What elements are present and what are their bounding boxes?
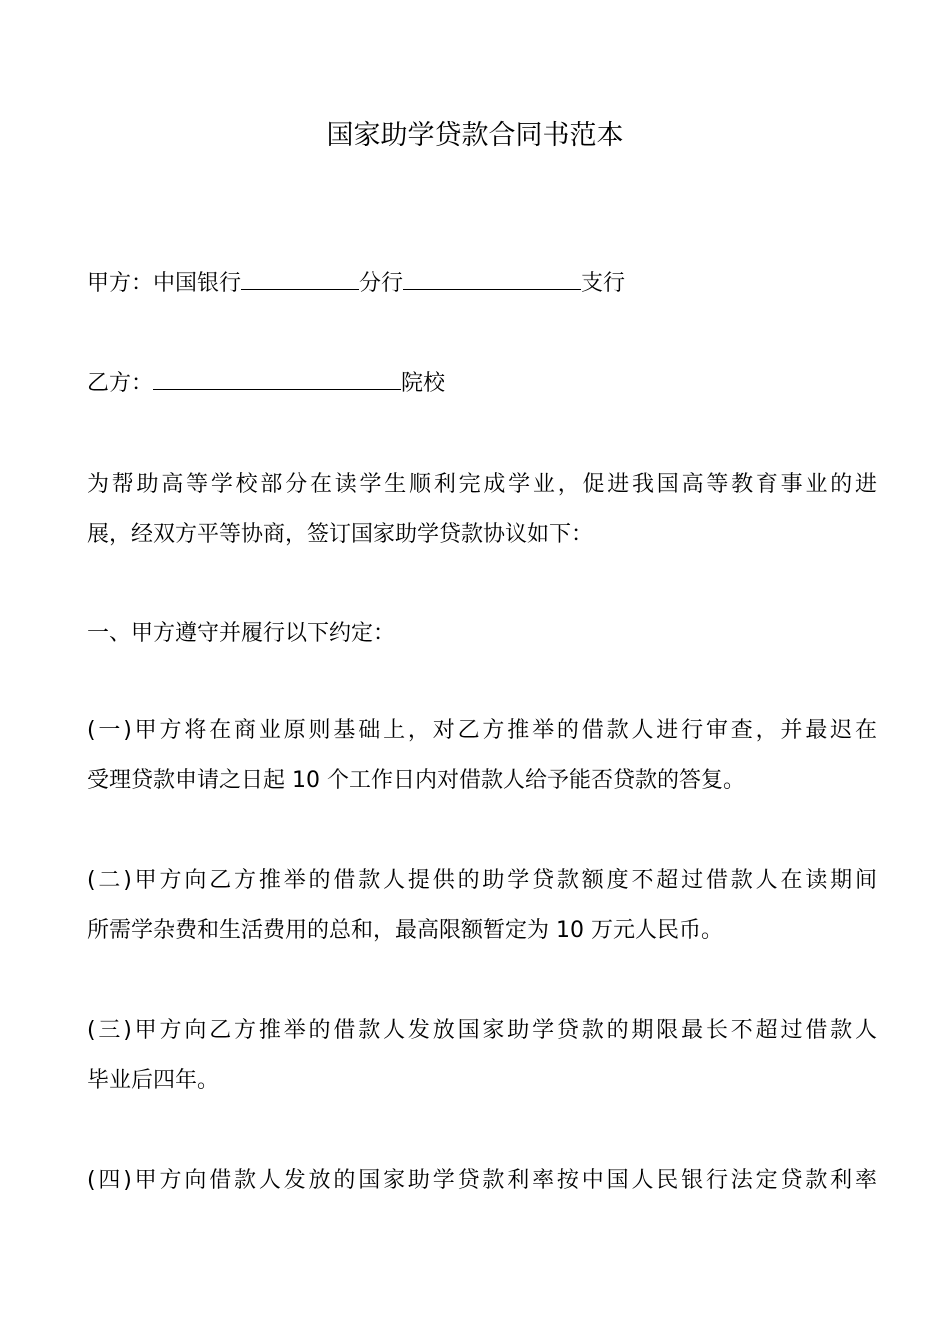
clause-line: 毕业后四年。 — [87, 1068, 220, 1093]
preamble-paragraph — [87, 460, 877, 560]
clause-one — [87, 706, 877, 806]
party-a-suffix: 支行 — [581, 271, 626, 296]
party-b-line — [87, 364, 877, 404]
clause-line: (四)甲方向借款人发放的国家助学贷款利率按中国人民银行法定贷款利率 — [87, 1168, 877, 1193]
clause-line: 所需学杂费和生活费用的总和，最高限额暂定为 10 万元人民币。 — [87, 918, 723, 943]
clause-three — [87, 1006, 877, 1106]
clause-line: (三)甲方向乙方推举的借款人发放国家助学贷款的期限最长不超过借款人 — [87, 1018, 877, 1043]
party-a-prefix: 甲方：中国银行 — [87, 271, 242, 296]
sub-branch-blank — [403, 267, 581, 290]
clause-line: 受理贷款申请之日起 10 个工作日内对借款人给予能否贷款的答复。 — [87, 768, 745, 793]
preamble-line: 为帮助高等学校部分在读学生顺利完成学业，促进我国高等教育事业的进 — [87, 472, 877, 497]
party-a-line — [87, 264, 877, 304]
party-a-middle: 分行 — [359, 271, 404, 296]
school-blank — [153, 367, 401, 390]
document-title: 国家助学贷款合同书范本 — [326, 120, 624, 151]
preamble-line: 展，经双方平等协商，签订国家助学贷款协议如下： — [87, 522, 594, 547]
clause-four — [87, 1156, 877, 1206]
party-b-suffix: 院校 — [401, 371, 446, 396]
clause-two — [87, 856, 877, 956]
branch-blank — [241, 267, 359, 290]
section-one-heading: 一、甲方遵守并履行以下约定： — [87, 621, 396, 646]
clause-line: (二)甲方向乙方推举的借款人提供的助学贷款额度不超过借款人在读期间 — [87, 868, 877, 893]
clause-line: (一)甲方将在商业原则基础上，对乙方推举的借款人进行审查，并最迟在 — [87, 718, 877, 743]
party-b-prefix: 乙方： — [87, 371, 154, 396]
